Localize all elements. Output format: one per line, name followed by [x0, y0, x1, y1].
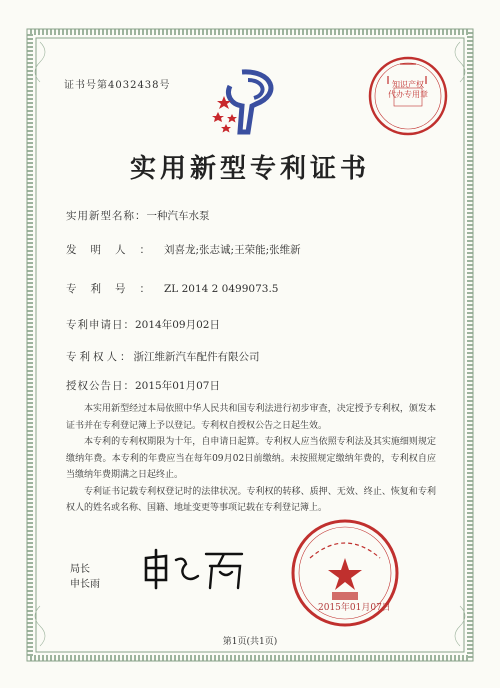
- field-label: 专利号：: [66, 283, 164, 295]
- page-footer: 第1页(共1页): [222, 637, 278, 647]
- certificate-number: 证书号第4032438号: [64, 80, 171, 91]
- body-paragraph: 专利证书记载专利权登记时的法律状况。专利权的转移、质押、无效、终止、恢复和专利权人的姓名或名称、国籍、地址变更等事项记载在专利登记簿上。: [66, 486, 436, 513]
- body-paragraph: 本实用新型经过本局依照中华人民共和国专利法进行初步审查，决定授予专利权，颁发本证书并在专利登记簿上予以登记。专利权自授权公告之日起生效。: [66, 404, 436, 431]
- field-value: 2015年01月07日: [135, 380, 220, 392]
- field-label: 实用新型名称：: [66, 210, 147, 222]
- field-patent-holder: [66, 349, 260, 364]
- agency-seal-text: [376, 80, 440, 100]
- director-block: [70, 562, 100, 592]
- field-filing-date: [66, 317, 220, 332]
- field-inventor: [66, 242, 301, 257]
- agency-seal-line1: 知识产权: [392, 80, 424, 89]
- field-value: 浙江维新汽车配件有限公司: [133, 351, 260, 363]
- field-patent-number: [66, 281, 278, 296]
- seal-date: 2015年01月07日: [318, 603, 391, 613]
- certificate-title: 实用新型专利证书: [129, 154, 370, 184]
- field-value: 2014年09月02日: [135, 319, 220, 331]
- body-paragraph: 本专利的专利权期限为十年，自申请日起算。专利权人应当依照专利法及其实施细则规定缴纳年费。本专利的年费应当在每年09月02日前缴纳。未按照规定缴纳年费的，专利权自应当缴纳年费期满之日起终止。: [66, 437, 436, 480]
- director-signature: [140, 546, 250, 592]
- director-name: 申长雨: [70, 579, 100, 590]
- agency-seal-line2: 代办专用章: [388, 90, 428, 99]
- director-title: 局长: [70, 564, 90, 575]
- field-value: ZL 2014 2 0499073.5: [164, 283, 279, 295]
- field-value: 一种汽车水泵: [146, 210, 210, 222]
- certificate-body: [66, 401, 436, 517]
- field-value: 刘喜龙;张志诚;王荣能;张维新: [164, 244, 301, 256]
- field-label: 授权公告日：: [66, 380, 135, 392]
- field-utility-model-name: [66, 208, 210, 223]
- field-label: 专利申请日：: [66, 319, 135, 331]
- field-grant-date: [66, 378, 220, 393]
- field-label: 发明人：: [66, 244, 164, 256]
- patent-office-logo: [212, 66, 288, 136]
- field-label: 专利权人：: [66, 351, 134, 363]
